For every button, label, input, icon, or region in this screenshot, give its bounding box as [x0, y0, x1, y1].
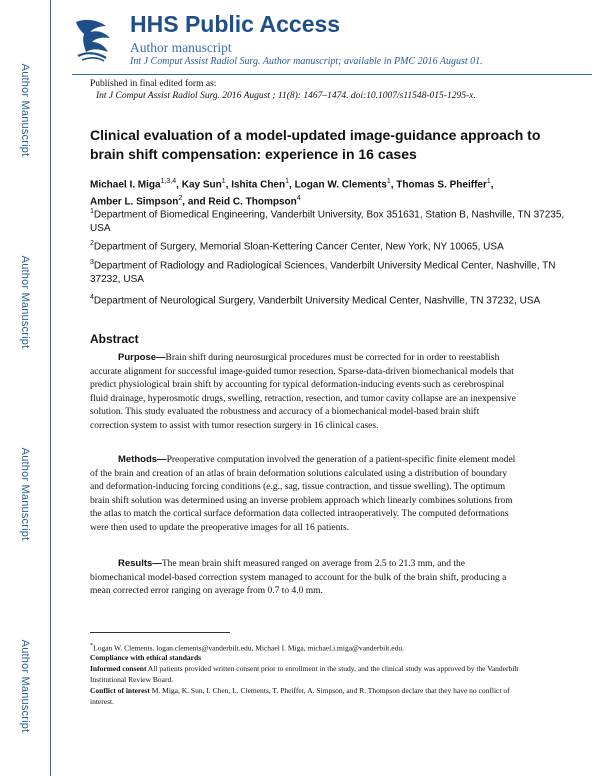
sidebar-label: Author Manuscript [19, 639, 31, 733]
footnote-divider [90, 632, 230, 633]
author-name: Logan W. Clements [294, 179, 387, 191]
affiliation: $^2$Department of Surgery, Memorial Sloan-Kettering Cancer Center, New York, NY 10065, USA [90, 240, 504, 253]
sidebar-label: Author Manuscript [19, 63, 31, 157]
hhs-public-access-title: HHS Public Access [130, 11, 341, 37]
author-name: Kay Sun [181, 179, 222, 191]
abstract-results: Results—The mean brain shift measured ranged on average from 2.5 to 21.3 mm, and the biomechanical model-based correction system managed to account for the bulk of the brain shift, producing a mean corrected error ranging on average from 0.7 to 4.0 mm. [90, 558, 507, 597]
author-manuscript-sidebar [0, 0, 51, 776]
affiliation: $^1$Department of Biomedical Engineering, Vanderbilt University, Box 351631, Station B, Nashville, TN 37235, USA [90, 208, 565, 235]
consent-note: Informed consent All patients provided written consent prior to enrollment in the study, and the clinical study was approved by the Vanderbilt Institutional Review Board. [90, 664, 519, 684]
contact-footnote: *Logan W. Clements, logan.clements@vanderbilt.edu, Michael I. Miga, michael.i.miga@vanderbilt.edu. [90, 642, 404, 653]
hhs-eagle-logo [72, 16, 116, 62]
publication-info [90, 79, 580, 101]
author-name: Michael I. Miga [90, 179, 161, 191]
journal-availability: Int J Comput Assist Radiol Surg. Author manuscript; available in PMC 2016 August 01. [130, 56, 483, 67]
author-name: Thomas S. Pheiffer [396, 179, 487, 191]
abstract-methods: Methods—Preoperative computation involved the generation of a patient-specific finite element model of the brain and creation of an atlas of brain deformation solutions calculated using a distribution of boundary and deformation-inducing forcing conditions (e.g., sag, tissue contraction, and tissue swelling). The optimum brain shift solution was determined using an inverse problem approach which linearly combines solutions from the atlas to match the cortical surface deformation data collected intraoperatively. The computed deformations were then used to update the preoperative images for all 16 patients. [90, 454, 516, 533]
ethics-heading: Compliance with ethical standards [90, 653, 202, 662]
header-divider [72, 74, 592, 75]
author-name: Ishita Chen [231, 179, 286, 191]
author-name: Amber L. Simpson [90, 196, 179, 208]
author-list: Michael I. Miga$^{1,3,4}$, Kay Sun$^1$, Ishita Chen$^1$, Logan W. Clements$^1$, Thomas S. Pheiffer$^1$, Amber L. Simpson$^2$, and Reid C. Thompson$^4$ [90, 178, 494, 208]
author-name: Reid C. Thompson [208, 196, 297, 208]
article-title: Clinical evaluation of a model-updated image-guidance approach to brain shift compensation: experience in 16 cases [90, 127, 541, 162]
sidebar-label: Author Manuscript [19, 255, 31, 349]
citation: Int J Comput Assist Radiol Surg. 2016 August ; 11(8): 1467–1474. doi:10.1007/s11548-015-1295-x. [96, 91, 476, 101]
published-label: Published in final edited form as: [90, 79, 217, 89]
conflict-note: Conflict of interest M. Miga, K. Sun, I. Chen, L. Clements, T. Pheiffer, A. Simpson, and R. Thompson declare that they have no conflict of interest. [90, 686, 510, 706]
abstract-heading: Abstract [90, 332, 139, 346]
affiliation: $^3$Department of Radiology and Radiological Sciences, Vanderbilt University Medical Center, Nashville, TN 37232, USA [90, 259, 556, 286]
sidebar-label: Author Manuscript [19, 447, 31, 541]
affiliation: $^4$Department of Neurological Surgery, Vanderbilt University Medical Center, Nashville, TN 37232, USA [90, 294, 541, 307]
abstract-purpose: Purpose—Brain shift during neurosurgical procedures must be corrected for in order to reestablish accurate alignment for successful image-guided tumor resection. Sparse-data-driven biomechanical models that predict physiological brain shift by accounting for typical deformation-inducing events such as cerebrospinal fluid drainage, hyperosmotic drugs, swelling, retraction, resection, and tumor cavity collapse are an inexpensive solution. This study evaluated the robustness and accuracy of a biomechanical model-based brain shift correction system to assist with tumor resection surgery in 16 clinical cases. [90, 352, 516, 431]
author-manuscript-subtitle: Author manuscript [130, 40, 232, 55]
